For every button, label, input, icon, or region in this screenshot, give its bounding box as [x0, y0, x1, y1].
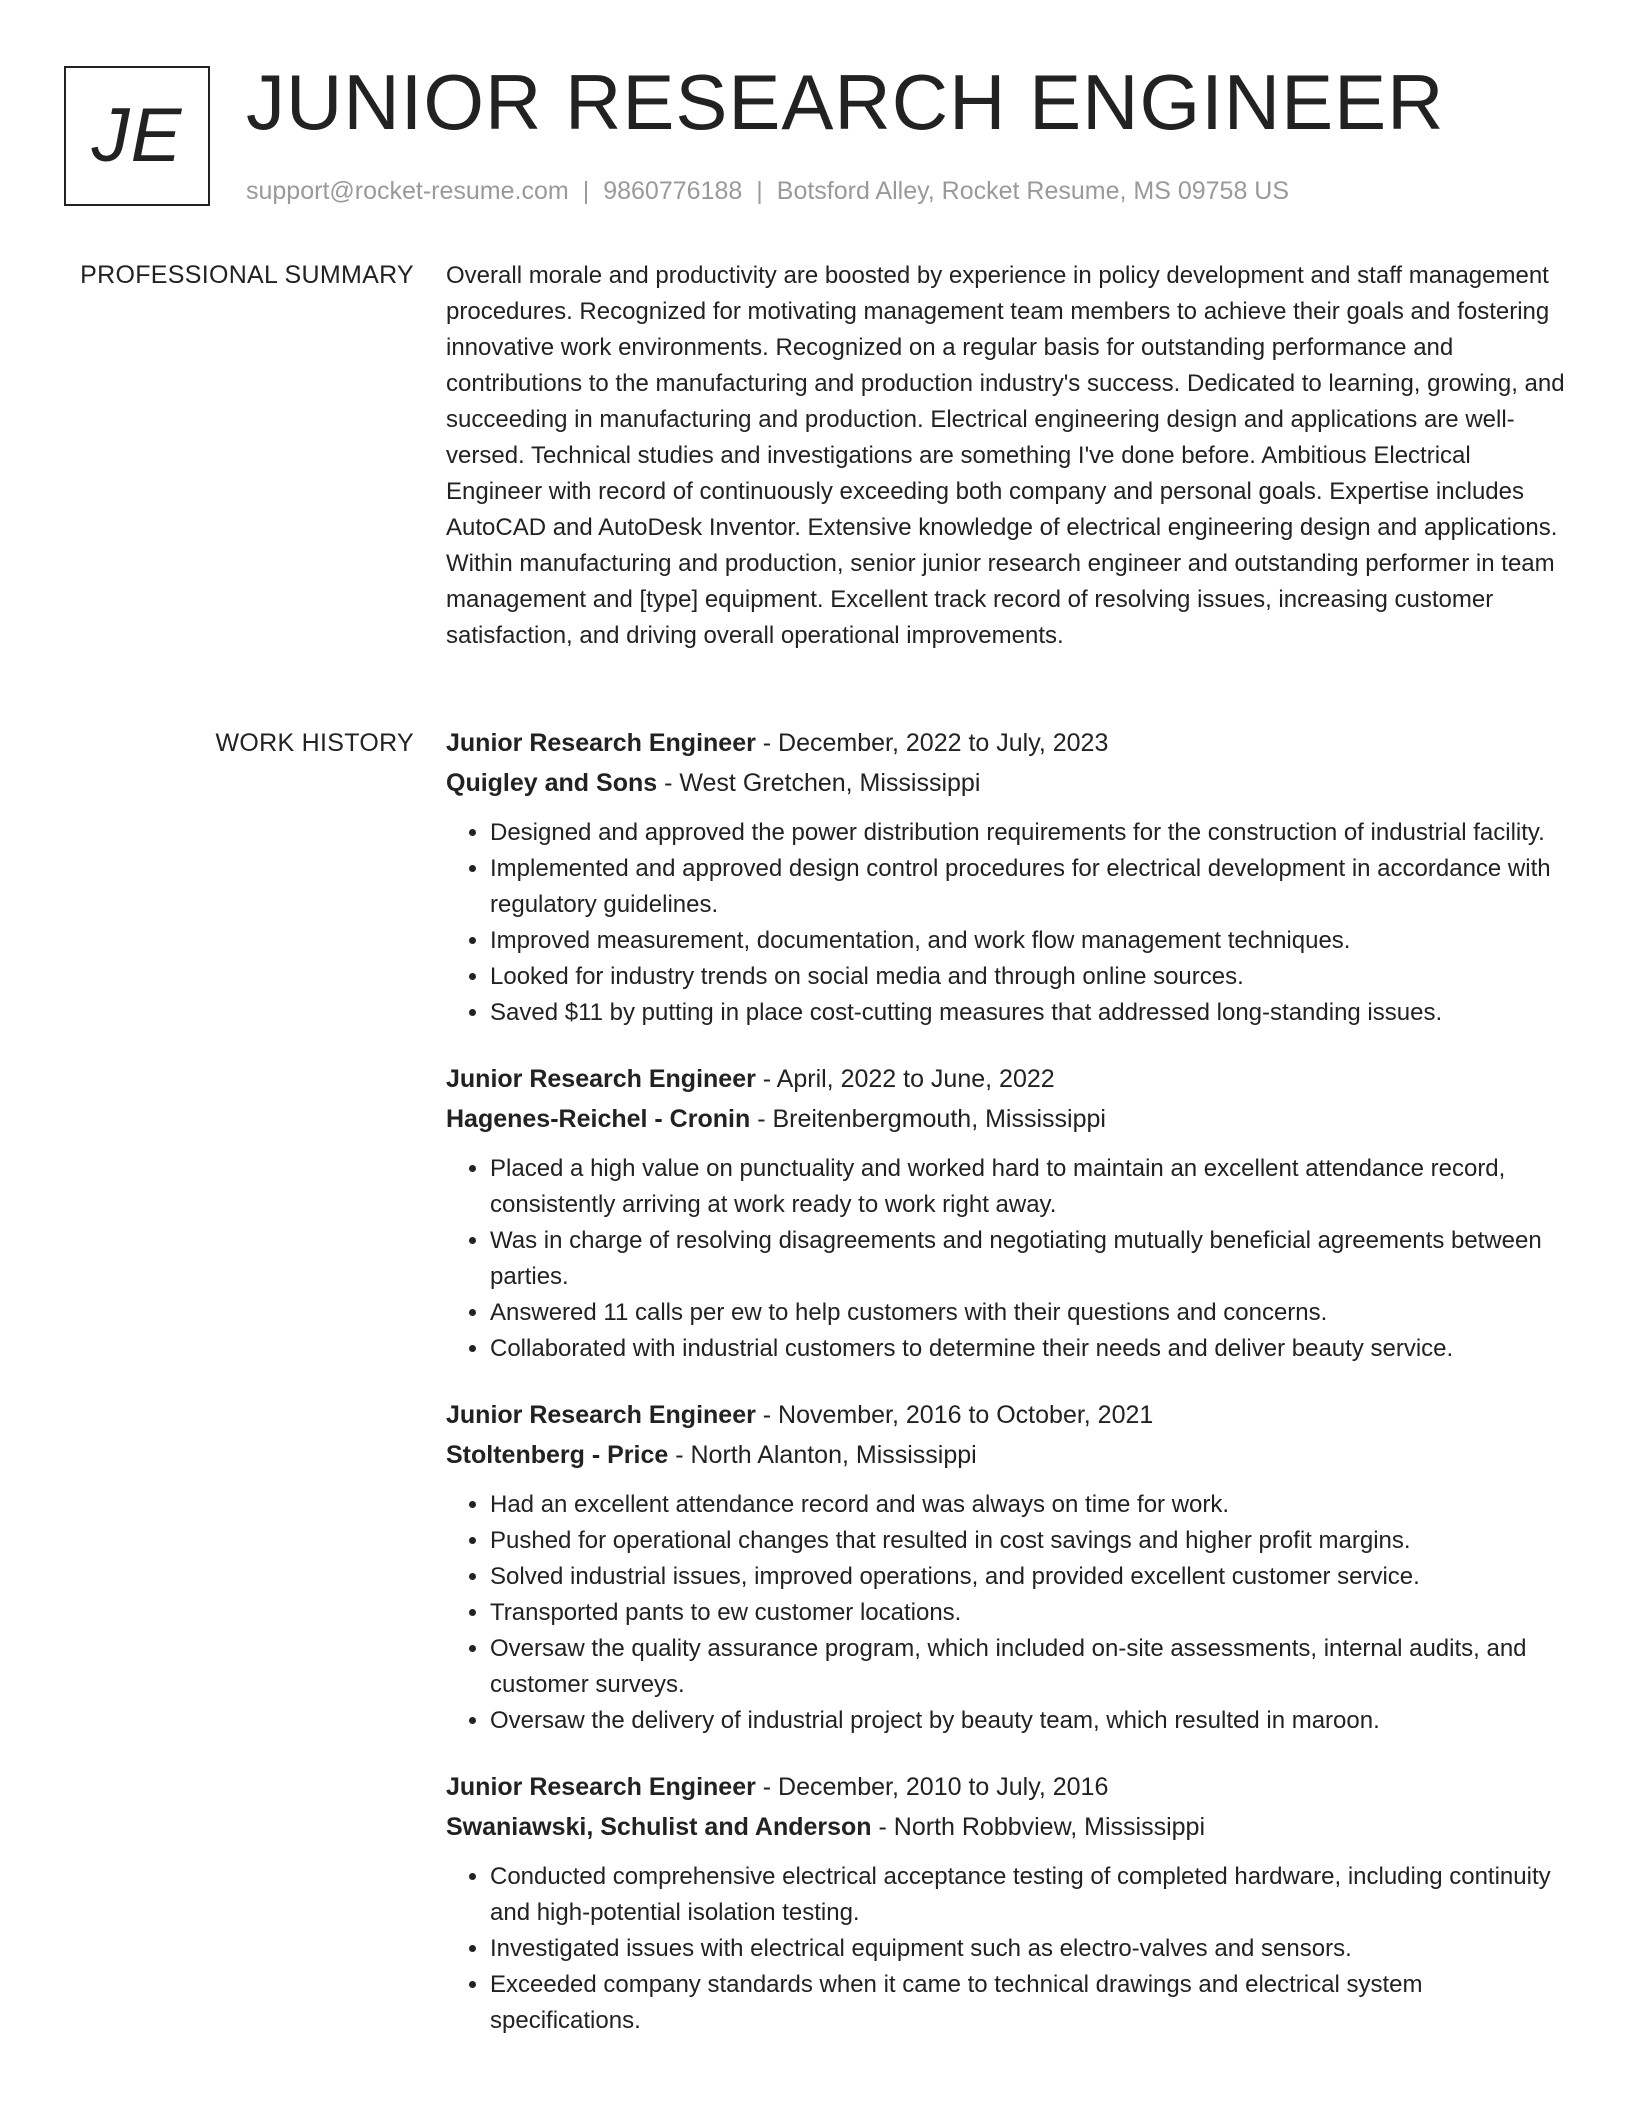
job-company-line: [446, 1807, 1566, 1847]
job-title-line: [446, 1395, 1566, 1435]
work-history-section-label: WORK HISTORY: [215, 729, 414, 757]
monogram-initials: JE: [91, 93, 183, 178]
job-bullets: [446, 815, 1566, 1031]
job-dates: - November, 2016 to October, 2021: [762, 1401, 1154, 1429]
job-bullet: • Collaborated with industrial customers to determine their needs and deliver beauty service.: [490, 1331, 1566, 1367]
job-bullet: • Exceeded company standards when it came to technical drawings and electrical system specifications.: [490, 1967, 1566, 2039]
job-title: Junior Research Engineer: [446, 1401, 756, 1429]
job-bullets: [446, 1151, 1566, 1367]
job-bullet: • Placed a high value on punctuality and worked hard to maintain an excellent attendance record, consistently arriving at work ready to work right away.: [490, 1151, 1566, 1223]
job-bullet: • Conducted comprehensive electrical acceptance testing of completed hardware, including continuity and high-potential isolation testing.: [490, 1859, 1566, 1931]
job-title: Junior Research Engineer: [446, 729, 756, 757]
job-bullet: • Implemented and approved design control procedures for electrical development in accordance with regulatory guidelines.: [490, 851, 1566, 923]
job-bullet: • Looked for industry trends on social media and through online sources.: [490, 959, 1566, 995]
job-title-line: [446, 723, 1566, 763]
job-bullet: • Saved $11 by putting in place cost-cutting measures that addressed long-standing issues.: [490, 995, 1566, 1031]
job-bullet: • Pushed for operational changes that resulted in cost savings and higher profit margins.: [490, 1523, 1566, 1559]
job-bullets: [446, 1487, 1566, 1739]
job-company-line: [446, 1099, 1566, 1139]
contact-separator: |: [756, 177, 763, 205]
job-title: Junior Research Engineer: [446, 1773, 756, 1801]
job-company-line: [446, 1435, 1566, 1475]
job-bullet: • Was in charge of resolving disagreements and negotiating mutually beneficial agreements between parties.: [490, 1223, 1566, 1295]
job-company: Stoltenberg - Price: [446, 1441, 669, 1469]
job-dates: - December, 2022 to July, 2023: [762, 729, 1109, 757]
contact-address: Botsford Alley, Rocket Resume, MS 09758 US: [776, 177, 1290, 205]
job-title: Junior Research Engineer: [446, 1065, 756, 1093]
summary-section: [446, 258, 1566, 654]
job-company-line: [446, 763, 1566, 803]
job-entry: [446, 1059, 1566, 1367]
job-bullet: • Oversaw the delivery of industrial project by beauty team, which resulted in maroon.: [490, 1703, 1566, 1739]
contact-line: [246, 174, 1289, 208]
job-bullet: • Answered 11 calls per ew to help customers with their questions and concerns.: [490, 1295, 1566, 1331]
job-dates: - April, 2022 to June, 2022: [762, 1065, 1055, 1093]
candidate-title: JUNIOR RESEARCH ENGINEER: [246, 58, 1445, 146]
job-entry: [446, 1395, 1566, 1739]
monogram-box: [64, 66, 210, 206]
job-entry: [446, 1767, 1566, 2039]
job-title-line: [446, 1767, 1566, 1807]
job-location: - North Robbview, Mississippi: [878, 1813, 1206, 1841]
job-bullet: • Designed and approved the power distribution requirements for the construction of industrial facility.: [490, 815, 1566, 851]
job-bullets: [446, 1859, 1566, 2039]
job-bullet: • Had an excellent attendance record and was always on time for work.: [490, 1487, 1566, 1523]
contact-phone[interactable]: 9860776188: [603, 177, 743, 205]
job-bullet: • Investigated issues with electrical equipment such as electro-valves and sensors.: [490, 1931, 1566, 1967]
job-bullet: • Improved measurement, documentation, and work flow management techniques.: [490, 923, 1566, 959]
job-bullet: • Transported pants to ew customer locations.: [490, 1595, 1566, 1631]
work-history-section: [446, 723, 1566, 2067]
job-location: - North Alanton, Mississippi: [675, 1441, 977, 1469]
job-title-line: [446, 1059, 1566, 1099]
job-bullet: • Solved industrial issues, improved operations, and provided excellent customer service.: [490, 1559, 1566, 1595]
job-location: - Breitenbergmouth, Mississippi: [757, 1105, 1106, 1133]
job-dates: - December, 2010 to July, 2016: [762, 1773, 1109, 1801]
contact-separator: |: [582, 177, 590, 205]
contact-email[interactable]: support@rocket-resume.com: [246, 177, 569, 205]
job-company: Swaniawski, Schulist and Anderson: [446, 1813, 872, 1841]
job-bullet: • Oversaw the quality assurance program, which included on-site assessments, internal audits, and customer surveys.: [490, 1631, 1566, 1703]
summary-text: Overall morale and productivity are boosted by experience in policy development and staff management procedures. Recognized for motivating management team members to achieve their goals and fostering innovative work environments. Recognized on a regular basis for outstanding performance and contributions to the manufacturing and production industry's success. Dedicated to learning, growing, and succeeding in manufacturing and production. Electrical engineering design and applications are well-versed. Technical studies and investigations are something I've done before. Ambitious Electrical Engineer with record of continuously exceeding both company and personal goals. Expertise includes AutoCAD and AutoDesk Inventor. Extensive knowledge of electrical engineering design and applications. Within manufacturing and production, senior junior research engineer and outstanding performer in team management and [type] equipment. Excellent track record of resolving issues, increasing customer satisfaction, and driving overall operational improvements.: [446, 262, 1565, 649]
job-entry: [446, 723, 1566, 1031]
summary-section-label: PROFESSIONAL SUMMARY: [80, 261, 414, 289]
job-company: Quigley and Sons: [446, 769, 658, 797]
job-company: Hagenes-Reichel - Cronin: [446, 1105, 751, 1133]
job-location: - West Gretchen, Mississippi: [664, 769, 981, 797]
